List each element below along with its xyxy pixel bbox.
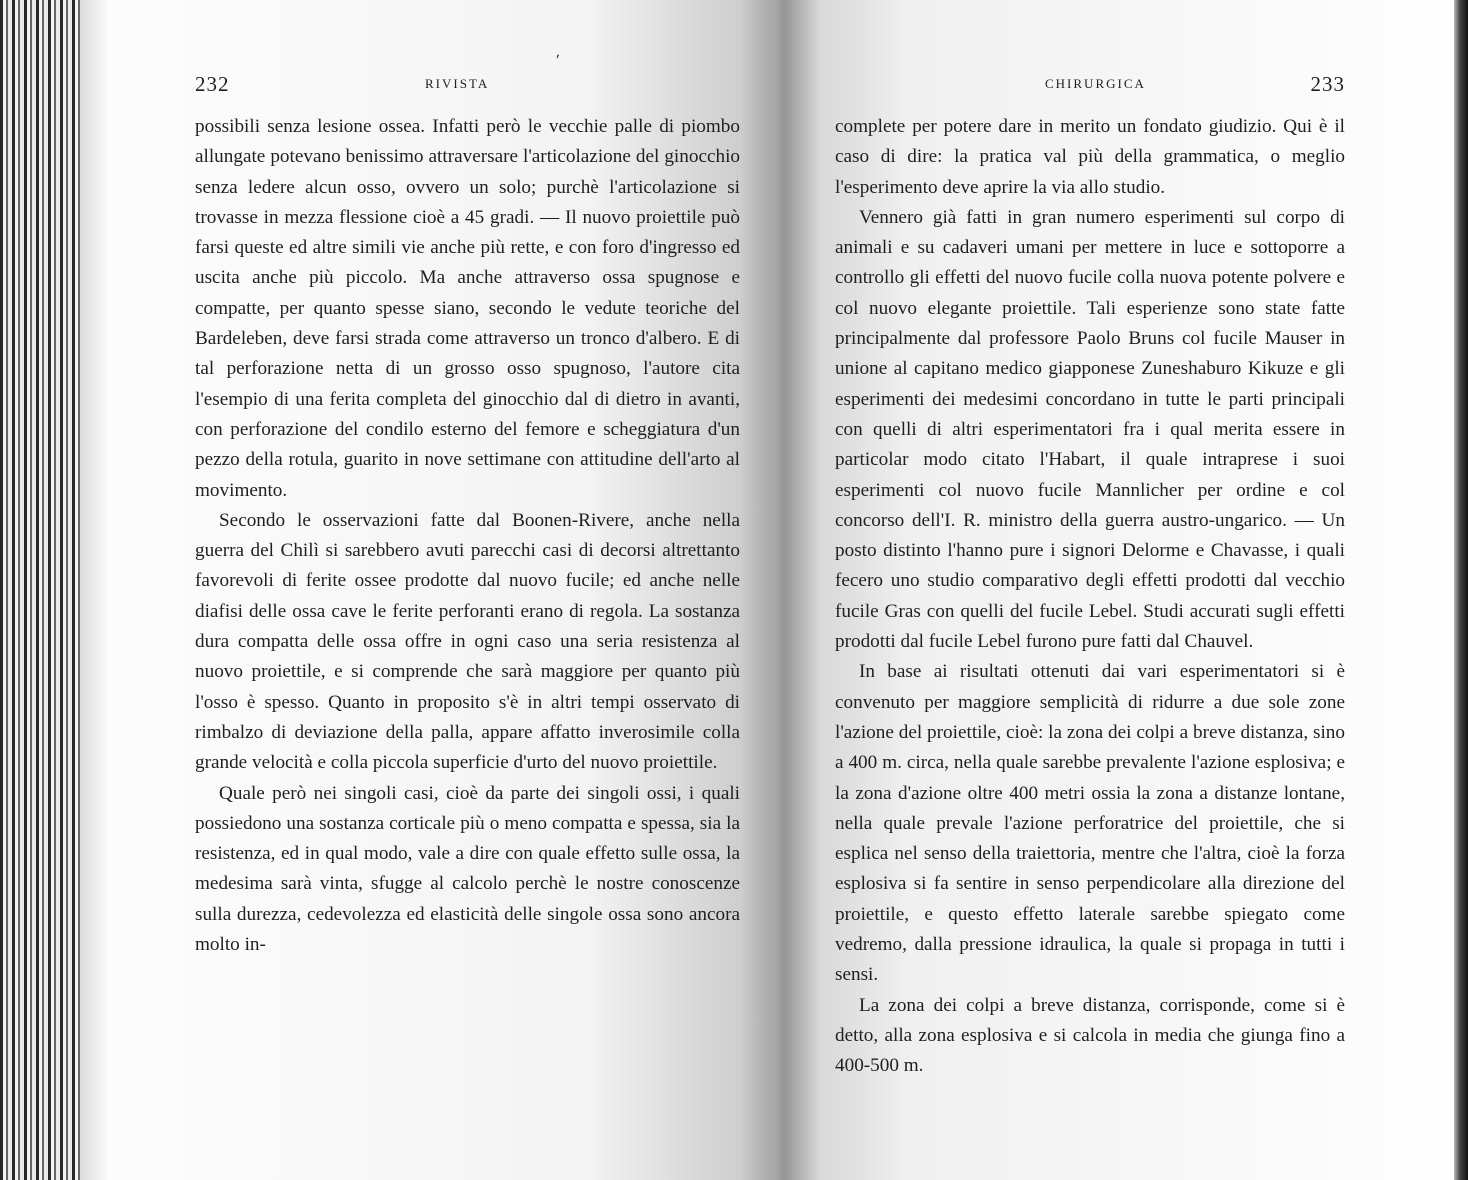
left-running-head: RIVISTA <box>425 76 490 91</box>
right-page-body <box>835 112 1345 1082</box>
paragraph: In base ai risultati ottenuti dai vari esperimentatori si è convenuto per maggiore semplicità di ridurre a due sole zone l'azione del proiettile, cioè: la zona dei colpi a breve distanza, sino a 400 m. circa, nella quale sarebbe prevalente l'azione esplosiva; e la zona d'azione oltre 400 metri ossia la zona a distanze lontane, nella quale prevale l'azione perforatrice del proiettile, che si esplica nel senso della traiettoria, mentre che l'altra, cioè la forza esplosiva si fa sentire in senso perpendicolare alla direzione del proiettile, e questo effetto laterale sarebbe spiegato come vedremo, dalla pressione idraulica, la quale si propaga in tutti i sensi. <box>835 661 1345 986</box>
paragraph: Secondo le osservazioni fatte dal Boonen-Rivere, anche nella guerra del Chilì si sarebbero avuti parecchi casi di decorsi altrettanto favorevoli di ferite ossee prodotte dal nuovo fucile; ed anche nelle diafisi delle ossa cave le ferite perforanti erano di regola. La sostanza dura compatta delle ossa offre in ogni caso una seria resistenza al nuovo proiettile, e si comprende che sarà maggiore per quanto più l'osso è spesso. Quanto in proposito s'è in altri tempi osservato di rimbalzo di deviazione della palla, appare affatto inverosimile colla grande velocità e colla piccola superficie d'urto del nuovo proiettile. <box>195 509 740 774</box>
paragraph: complete per potere dare in merito un fondato giudizio. Qui è il caso di dire: la pratica val più della grammatica, o meglio l'esperimento deve aprire la via allo studio. <box>835 116 1345 198</box>
left-page-number: 232 <box>195 72 230 96</box>
left-page-body <box>195 112 740 960</box>
left-page <box>195 0 740 1180</box>
book-gutter <box>740 0 820 1180</box>
left-page-header <box>195 72 740 102</box>
right-running-head: CHIRURGICA <box>1045 76 1146 91</box>
paragraph: La zona dei colpi a breve distanza, corrisponde, come si è detto, alla zona esplosiva e si calcola in media che giunga fino a 400-500 m. <box>835 994 1345 1077</box>
binding-edge-right <box>1454 0 1468 1180</box>
paragraph: possibili senza lesione ossea. Infatti però le vecchie palle di piombo allungate potevano benissimo attraversare l'articolazione del ginocchio senza ledere alcun osso, ovvero un solo; purchè l'articolazione si trovasse in mezza flessione cioè a 45 gradi. — Il nuovo proiettile può farsi queste ed altre simili vie anche più rette, e con foro d'ingresso ed uscita anche più piccolo. Ma anche attraverso ossa spugnose e compatte, per quanto spesse siano, secondo le vedute teoriche del Bardeleben, deve farsi strada come attraverso un tronco d'albero. E di tal perforazione netta di un grosso osso spugnoso, l'autore cita l'esempio di una ferita completa del ginocchio dal di dietro in avanti, con perforazione del condilo esterno del femore e scheggiatura d'un pezzo della rotula, guarito in nove settimane con attitudine dell'arto al movimento. <box>195 116 740 501</box>
paragraph: Quale però nei singoli casi, cioè da parte dei singoli ossi, i quali possiedono una sostanza corticale più o meno compatta e spessa, sia la resistenza, ed in qual modo, vale a dire con quale effetto sulle ossa, la medesima sarà vinta, sfugge al calcolo perchè le nostre conoscenze sulla durezza, cedevolezza ed elasticità delle singole ossa sono ancora molto in- <box>195 782 740 956</box>
right-page-header <box>835 72 1345 102</box>
right-page <box>835 0 1345 1180</box>
stray-ink-mark: ' <box>552 51 561 70</box>
binding-edge-left <box>0 0 80 1180</box>
right-page-number: 233 <box>1310 72 1345 96</box>
paragraph: Vennero già fatti in gran numero esperimenti sul corpo di animali e su cadaveri umani per mettere in luce e sottoporre a controllo gli effetti del nuovo fucile colla nuova potente polvere e col nuovo elegante proiettile. Tali esperienze sono state fatte principalmente dal professore Paolo Bruns col fucile Mauser in unione al capitano medico giapponese Zuneshaburo Kikuze e gli esperimenti dei medesimi concordano in tutte le parti principali con quelli di altri esperimentatori fra i qual merita essere in particolar modo citato l'Habart, il quale intraprese i suoi esperimenti col nuovo fucile Mannlicher per ordine e col concorso dell'I. R. ministro della guerra austro-ungarico. — Un posto distinto l'hanno pure i signori Delorme e Chavasse, i quali fecero uno studio comparativo degli effetti prodotti dal vecchio fucile Gras con quelli del fucile Lebel. Studi accurati sugli effetti prodotti dal fucile Lebel furono pure fatti dal Chauvel. <box>835 206 1345 653</box>
